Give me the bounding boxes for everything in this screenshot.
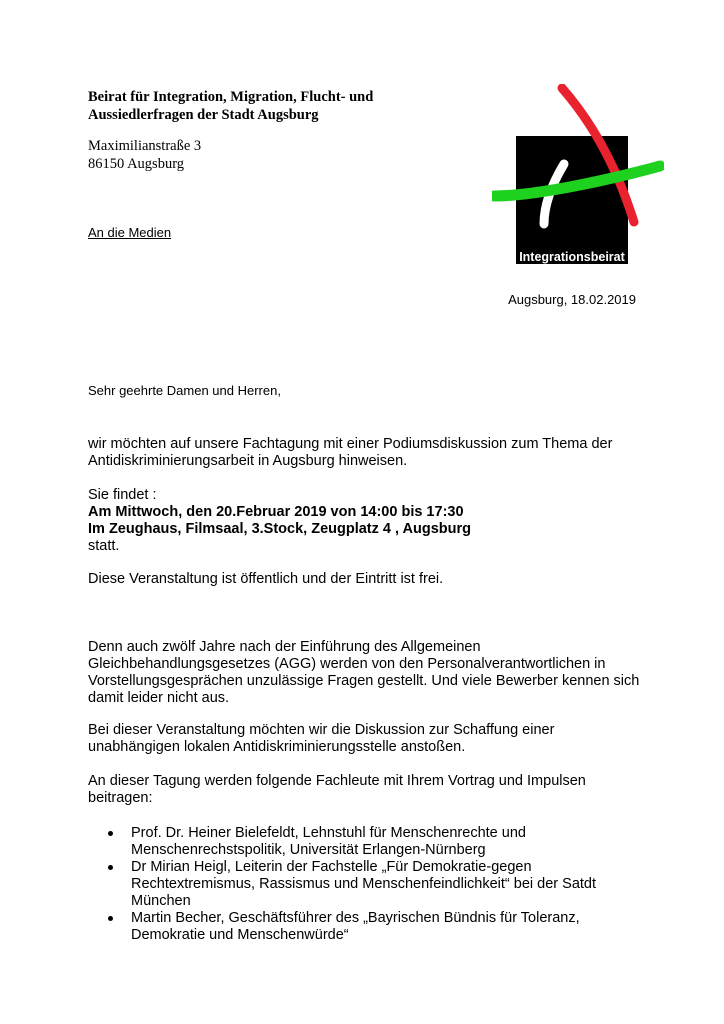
paragraph-background: Denn auch zwölf Jahre nach der Einführung des Allgemeinen Gleichbehandlungsgesetzes (AGG) werden von den Personalverantwortlichen in Vorstellungsgesprächen unzulässige Fragen gestellt. Und viele Bewerber kennen sich damit leider nicht aus. [88, 639, 640, 706]
sender-name-line1: Beirat für Integration, Migration, Flucht- und [88, 89, 374, 105]
recipient: An die Medien [88, 225, 172, 240]
event-intro: Sie findet : [88, 487, 157, 503]
sender-address [88, 137, 201, 173]
logo-text: Integrationsbeirat [519, 250, 625, 264]
paragraph-event-details [88, 487, 648, 555]
list-item: Dr Mirian Heigl, Leiterin der Fachstelle „Für Demokratie-gegen Rechtextremismus, Rassismus und Menschenfeindlichkeit“ bei der Satdt München [88, 859, 648, 910]
paragraph-intro: wir möchten auf unsere Fachtagung mit einer Podiumsdiskussion zum Thema der Antidiskriminierungsarbeit in Augsburg hinweisen. [88, 436, 613, 469]
list-item: Prof. Dr. Heiner Bielefeldt, Lehnstuhl für Menschenrechte und Menschenrechstspolitik, Universität Erlangen-Nürnberg [88, 825, 648, 859]
salutation: Sehr geehrte Damen und Herren, [88, 383, 281, 398]
sender-name-line2: Aussiedlerfragen der Stadt Augsburg [88, 107, 319, 123]
paragraph-goal: Bei dieser Veranstaltung möchten wir die Diskussion zur Schaffung einer unabhängigen lokalen Antidiskriminierungsstelle anstoßen. [88, 722, 555, 755]
letter-date: Augsburg, 18.02.2019 [508, 292, 636, 307]
integrationsbeirat-logo [492, 84, 664, 270]
event-date-time: Am Mittwoch, den 20.Februar 2019 von 14:00 bis 17:30 [88, 504, 464, 520]
paragraph-speakers-intro: An dieser Tagung werden folgende Fachleute mit Ihrem Vortrag und Impulsen beitragen: [88, 773, 586, 806]
event-location: Im Zeughaus, Filmsaal, 3.Stock, Zeugplatz 4 , Augsburg [88, 521, 471, 537]
list-item: Martin Becher, Geschäftsführer des „Bayrischen Bündnis für Toleranz, Demokratie und Menschenwürde“ [88, 910, 648, 944]
sender-name [88, 88, 418, 124]
sender-city: 86150 Augsburg [88, 156, 185, 172]
paragraph-public-info: Diese Veranstaltung ist öffentlich und der Eintritt ist frei. [88, 571, 444, 587]
event-end: statt. [88, 538, 120, 554]
sender-street: Maximilianstraße 3 [88, 138, 202, 154]
speaker-list [88, 825, 648, 944]
